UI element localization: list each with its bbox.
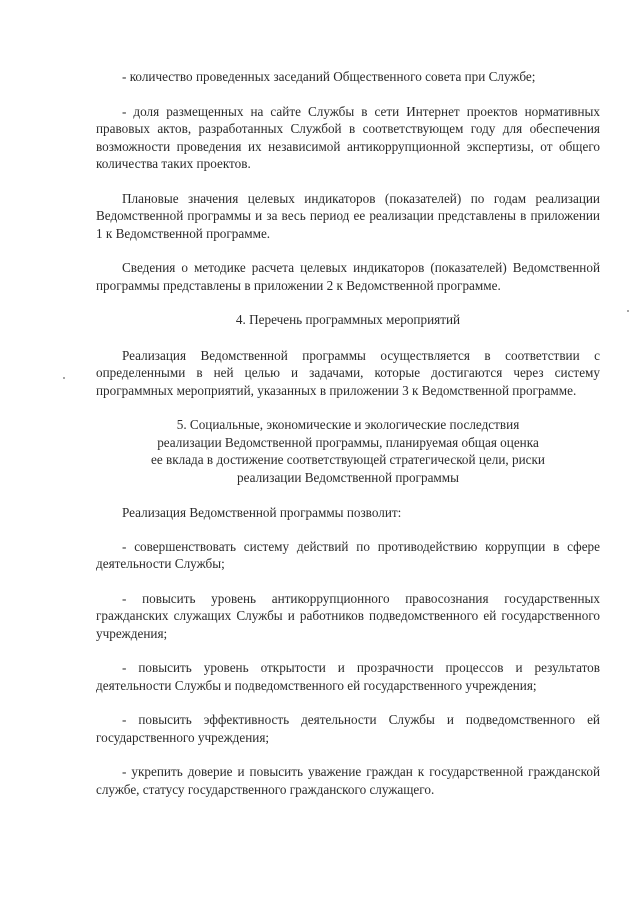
section-5-heading-line: ее вклада в достижение соответствующей стратегической цели, риски: [150, 452, 545, 467]
paragraph-methodology: Сведения о методике расчета целевых индикаторов (показателей) Ведомственной программы представлены в приложении 2 к Ведомственной программе.: [96, 260, 600, 293]
section-5-item: - совершенствовать систему действий по противодействию коррупции в сфере деятельности Службы;: [96, 538, 600, 571]
paragraph-meetings-count: - количество проведенных заседаний Общественного совета при Службе;: [122, 69, 536, 84]
paragraph-planned-values: Плановые значения целевых индикаторов (показателей) по годам реализации Ведомственной программы и за весь период ее реализации представлены в приложении 1 к Ведомственной программе.: [96, 190, 600, 241]
section-5-item: - повысить уровень открытости и прозрачности процессов и результатов деятельности Службы и подведомственного ей государственного учреждения;: [96, 660, 600, 693]
section-5-heading-line: реализации Ведомственной программы: [237, 469, 459, 485]
section-5-heading-line: 5. Социальные, экономические и экологические последствия: [176, 417, 520, 432]
scan-speck: [627, 310, 629, 312]
scan-speck: [63, 377, 65, 379]
paragraph-projects-share: - доля размещенных на сайте Службы в сети Интернет проектов нормативных правовых актов, разработанных Службой в соответствующем году для обеспечения возможности проведения их независимой антикоррупционной экспертизы, от общего количества таких проектов.: [96, 103, 600, 171]
section-4-heading: 4. Перечень программных мероприятий: [235, 312, 461, 327]
section-5-item: - повысить уровень антикоррупционного правосознания государственных гражданских служащих Службы и работников подведомственного ей государственного учреждения;: [96, 590, 600, 641]
section-5-item: - повысить эффективность деятельности Службы и подведомственного ей государственного учреждения;: [96, 712, 600, 745]
section-5-intro: Реализация Ведомственной программы позволит:: [122, 505, 402, 520]
document-body: [96, 68, 600, 815]
section-4-text: Реализация Ведомственной программы осуществляется в соответствии с определенными в ней целью и задачами, которые достигаются через систему программных мероприятий, указанных в приложении 3 к Ведомственной программе.: [96, 347, 600, 398]
section-5-heading-line: реализации Ведомственной программы, планируемая общая оценка: [157, 434, 539, 450]
section-5-heading: [96, 416, 600, 486]
section-5-item: - укрепить доверие и повысить уважение граждан к государственной гражданской службе, статусу государственного гражданского служащего.: [96, 764, 600, 797]
